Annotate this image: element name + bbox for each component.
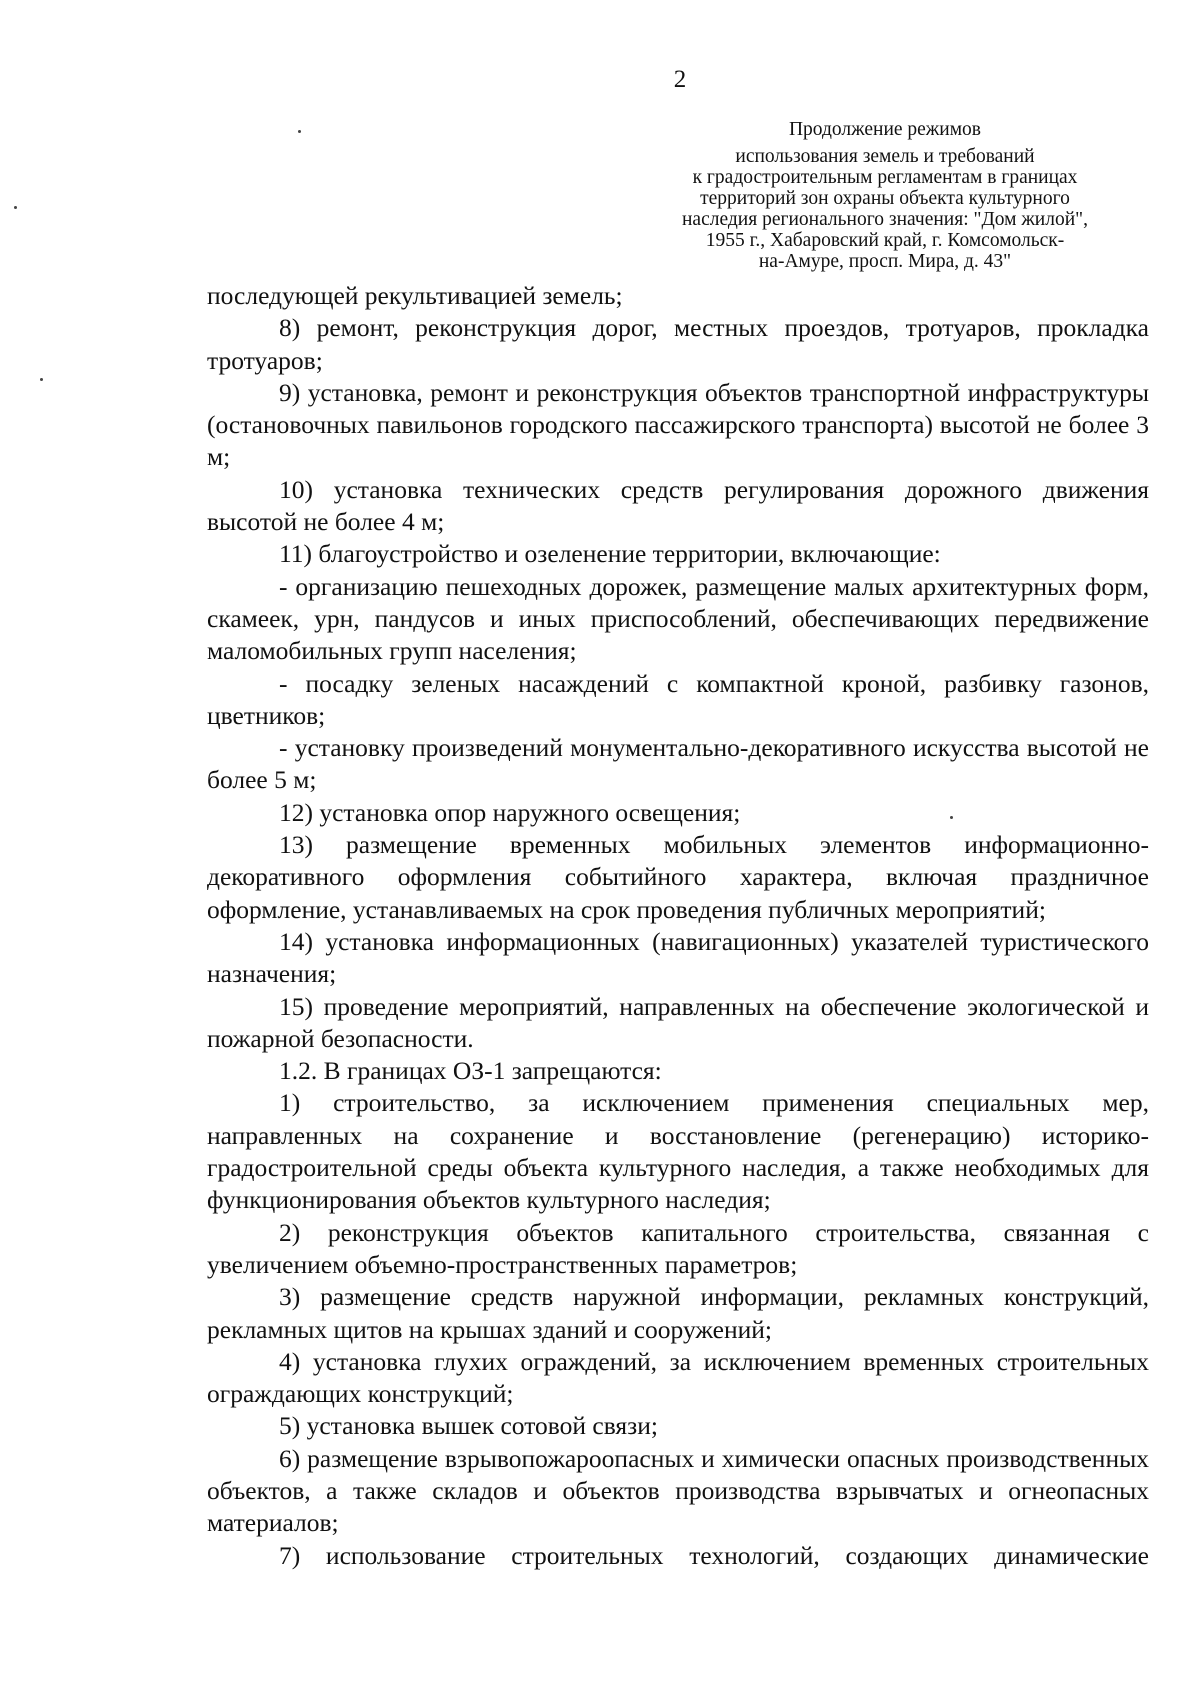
paragraph: 3) размещение средств наружной информации, рекламных конструкций, рекламных щитов на крышах зданий и сооружений; [207,1282,1149,1344]
header-line: использования земель и требований [735,146,1035,167]
paragraph: 1.2. В границах ОЗ-1 запрещаются: [279,1056,662,1086]
paragraph: - организацию пешеходных дорожек, размещение малых архитектурных форм, скамеек, урн, пандусов и иных приспособлений, обеспечивающих передвижение маломобильных групп населения; [207,571,1149,666]
scan-speck [950,816,953,819]
paragraph: 14) установка информационных (навигационных) указателей туристического назначения; [207,926,1149,989]
paragraph: 5) установка вышек сотовой связи; [279,1411,658,1441]
page-number: 2 [673,66,687,93]
header-block [640,119,1130,272]
paragraph: 10) установка технических средств регулирования дорожного движения высотой не более 4 м; [207,474,1149,537]
paragraph: 2) реконструкция объектов капитального строительства, связанная с увеличением объемно-пространственных параметров; [207,1217,1149,1279]
paragraph: 9) установка, ремонт и реконструкция объектов транспортной инфраструктуры (остановочных павильонов городского пассажирского транспорта) высотой не более 3 м; [207,377,1149,472]
body-text [207,280,1149,1572]
paragraph: 6) размещение взрывопожароопасных и химически опасных производственных объектов, а также складов и объектов производства взрывчатых и огнеопасных материалов; [207,1443,1149,1538]
scan-speck [298,130,301,133]
paragraph: - установку произведений монументально-декоративного искусства высотой не более 5 м; [207,733,1149,795]
paragraph: - посадку зеленых насаждений с компактной кроной, разбивку газонов, цветников; [207,668,1149,730]
scan-speck [40,378,43,381]
header-line: на-Амуре, просп. Мира, д. 43" [758,251,1012,272]
header-line: наследия регионального значения: "Дом жилой", [682,209,1088,230]
paragraph: 15) проведение мероприятий, направленных на обеспечение экологической и пожарной безопасности. [207,991,1149,1053]
paragraph: 7) использование строительных технологий, создающих динамические [279,1540,1149,1570]
header-line: Продолжение режимов [788,119,982,140]
paragraph: 8) ремонт, реконструкция дорог, местных проездов, тротуаров, прокладка тротуаров; [207,313,1149,375]
paragraph: 11) благоустройство и озеленение территории, включающие: [279,539,941,569]
header-line: к градостроительным регламентам в границах [692,167,1078,188]
scan-speck [14,206,17,209]
header-line: 1955 г., Хабаровский край, г. Комсомольск- [705,230,1065,251]
header-line: территорий зон охраны объекта культурного [700,188,1070,209]
paragraph: 4) установка глухих ограждений, за исключением временных строительных ограждающих конструкций; [207,1346,1149,1409]
paragraph: 1) строительство, за исключением применения специальных мер, направленных на сохранение и восстановление (регенерацию) историко-градостроительной среды объекта культурного наследия, а также необходимых для функционирования объектов культурного наследия; [207,1088,1149,1215]
paragraph: 13) размещение временных мобильных элементов информационно-декоративного оформления событийного характера, включая праздничное оформление, устанавливаемых на срок проведения публичных мероприятий; [207,830,1149,924]
paragraph: 12) установка опор наружного освещения; [279,797,741,827]
paragraph: последующей рекультивацией земель; [207,281,623,310]
